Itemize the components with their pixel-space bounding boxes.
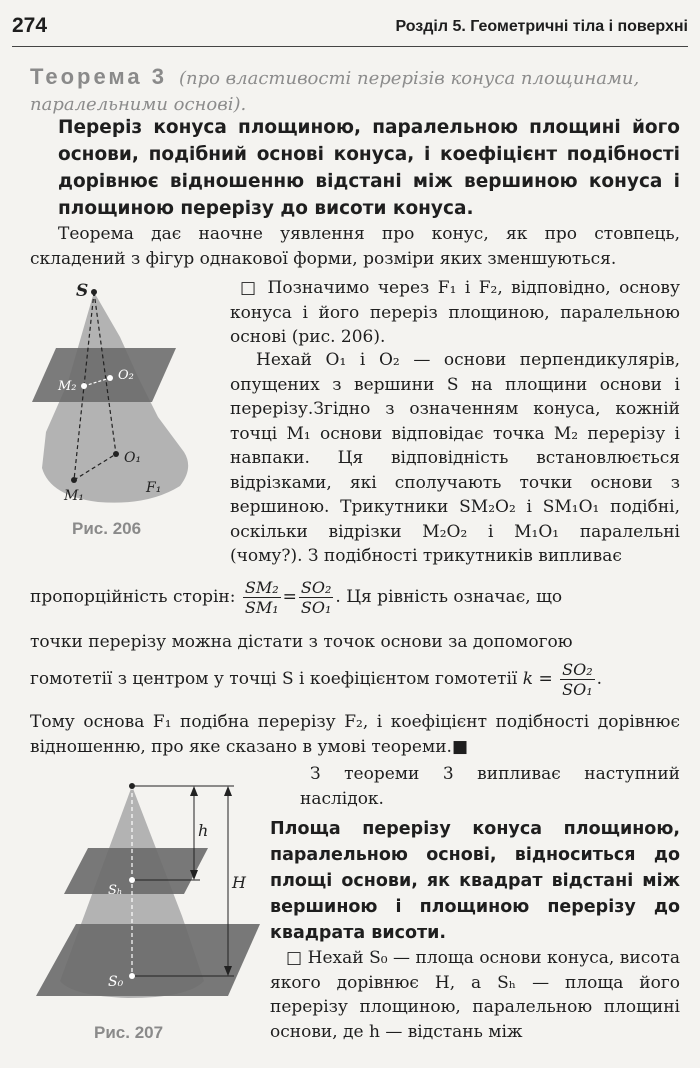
fraction-k: $\frac{\text{SO₂}}{\text{SO₁}}$ (562, 660, 593, 699)
paragraph-notation: □ Позначимо через F₁ і F₂, відповідно, основу конуса і його переріз площиною, паралельною основі (рис. 206). (230, 278, 680, 347)
fraction-so: $\frac{\text{SO₂}}{\text{SO₁}}$ (300, 578, 332, 617)
label-O1: O₁ (124, 450, 142, 466)
coefficient-line: гомотетії з центром у точці S і коефіцієнтом гомотетії k = $\frac{\text{SO₂}}{\text{SO₁}}$ . (30, 660, 603, 699)
corollary-statement: Площа перерізу конуса площиною, паралельною основі, відноситься до площі основи, як квадрат відстані між вершиною і площиною перерізу до квадрата висоти. (270, 819, 680, 943)
label-H: H (232, 873, 246, 892)
section-plane (64, 848, 208, 894)
label-O2: O₂ (118, 368, 134, 383)
label-Sh: Sₕ (108, 883, 123, 898)
theorem-heading (30, 64, 680, 118)
caption-fig207: Рис. 207 (94, 1023, 164, 1042)
section-title: Розділ 5. Геометричні тіла і поверхні (395, 18, 688, 35)
section-plane (32, 348, 176, 402)
label-h: h (198, 821, 209, 840)
label-M2: M₂ (58, 379, 77, 394)
figure-206 (28, 282, 228, 544)
label-F1: F₁ (146, 480, 162, 496)
theorem-statement: Переріз конуса площиною, паралельною площині його основи, подібний основі конуса, і коефіцієнт подібності дорівнює відношенню відстані між вершиною конуса і площиною перерізу до висоти конуса. (58, 117, 680, 219)
homothety-line: точки перерізу можна дістати з точок основи за допомогою (30, 632, 573, 652)
label-S: S (76, 282, 89, 301)
paragraph-conclusion: Тому основа F₁ подібна перерізу F₂, і коефіцієнт подібності дорівнює відношенню, про яке сказано в умові теореми.■ (30, 712, 680, 757)
theorem-label: Теорема 3 (30, 64, 167, 89)
paragraph-corollary-intro: З теореми 3 випливає наступний наслідок. (300, 764, 680, 809)
paragraph-intro: Теорема дає наочне уявлення про конус, як про стовпець, складений з фігур однакової форми, розміри яких зменшуються. (30, 224, 680, 269)
page-number: 274 (12, 14, 48, 37)
figure-207 (28, 776, 264, 1052)
label-S0: S₀ (108, 974, 124, 990)
paragraph-corollary-proof: □ Нехай S₀ — площа основи конуса, висота якого дорівнює H, а Sₕ — площа його перерізу площиною, паралельною площині основи, де h — відстань між (270, 948, 680, 1042)
label-M1: M₁ (64, 488, 84, 504)
proportion-line: пропорційність сторін: $\frac{\text{SM₂}}{\text{SM₁}}$ = $\frac{\text{SO₂}}{\text{SO₁}}$ . Ця рівність означає, що (30, 578, 563, 617)
caption-fig206: Рис. 206 (72, 519, 142, 538)
theorem-note: (про властивості перерізів конуса площинами, паралельними основі). (30, 68, 640, 115)
fraction-sm: $\frac{\text{SM₂}}{\text{SM₁}}$ (244, 578, 279, 617)
base-plane (36, 924, 260, 996)
header-rule (12, 46, 688, 47)
paragraph-proof: Нехай O₁ і O₂ — основи перпендикулярів, опущених з вершини S на площини основи і перерізу.Згідно з означенням конуса, кожній точці M₁ основи відповідає точка M₂ перерізу і навпаки. Ця відповідність встановлюється відрізками, які сполучають точки основи з вершиною. Трикутники SM₂O₂ і SM₁O₁ подібні, оскільки відрізки M₂O₂ і M₁O₁ паралельні (чому?). З подібності трикутників випливає (230, 350, 680, 566)
